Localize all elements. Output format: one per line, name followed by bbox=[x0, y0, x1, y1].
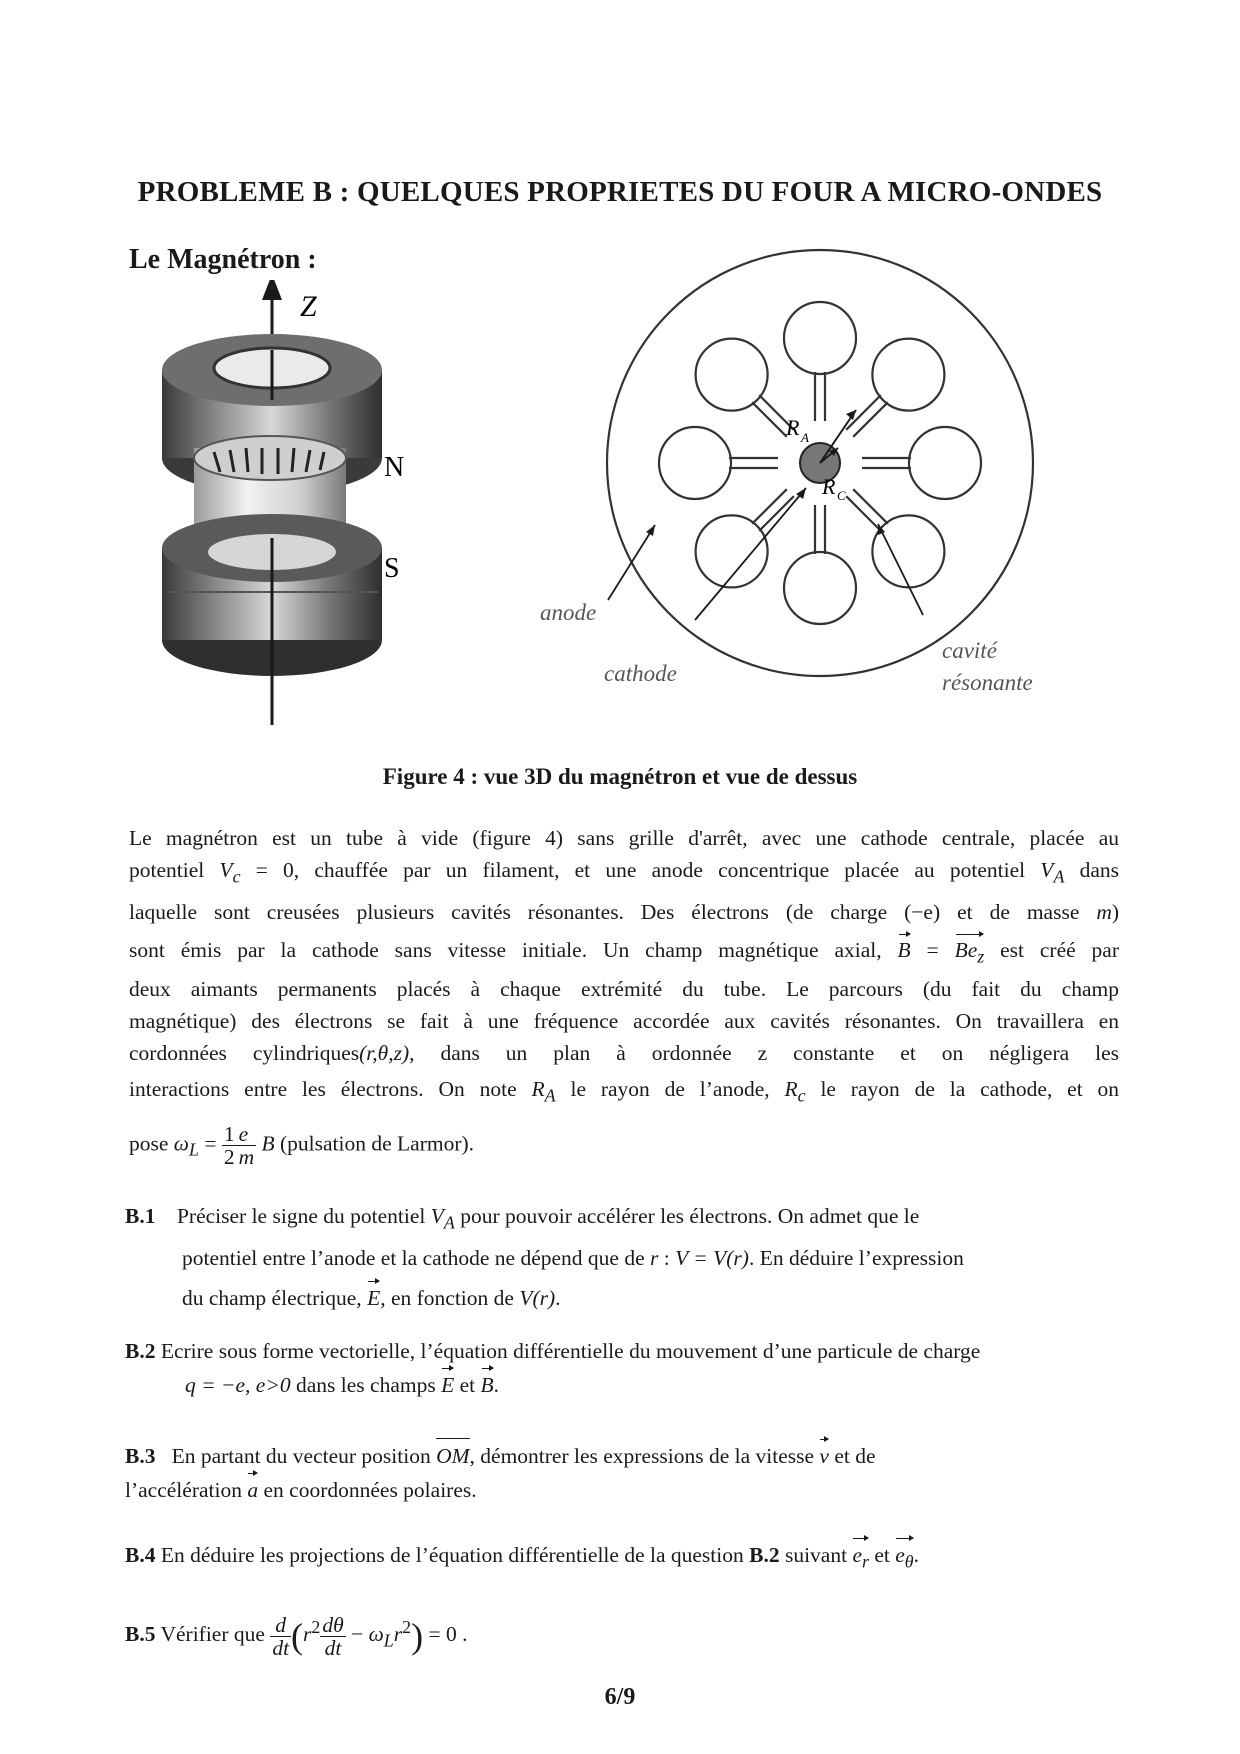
para-line-4: sont émis par la cathode sans vitesse initiale. Un champ magnétique axial, $B = Be_z$ est créé par bbox=[129, 934, 1119, 972]
anode-label: anode bbox=[540, 600, 597, 625]
para-line-5: deux aimants permanents placés à chaque extrémité du tube. Le parcours (du fait du champ bbox=[129, 976, 1119, 1001]
para-line-6: magnétique) des électrons se fait à une fréquence accordée aux cavités résonantes. On travaillera en bbox=[129, 1008, 1119, 1033]
cavity-label-line2: résonante bbox=[942, 670, 1033, 695]
magnetron-top-view-figure bbox=[520, 240, 1140, 730]
para-line-3: laquelle sont creusées plusieurs cavités résonantes. Des électrons (de charge (−e) et de masse m) bbox=[129, 900, 1120, 925]
cavity-circle bbox=[909, 427, 981, 499]
figure-caption: Figure 4 : vue 3D du magnétron et vue de dessus bbox=[382, 764, 858, 789]
question-b5: B.5 Vérifier que $\frac{d}{dt}$ ($r^2$ $\frac{d\theta}{dt}$ − $\omega_Lr^2) = 0$ . bbox=[125, 1612, 468, 1660]
cavity-circle bbox=[784, 302, 856, 374]
para-line-9: pose $\omega_L$ = $\frac{1}{2}$ $\frac{e}{m}$ B (pulsation de Larmor). bbox=[129, 1121, 475, 1169]
para-line-7: cordonnées cylindriques(r,θ,z), dans un plan à ordonnée z constante et on négligera les bbox=[129, 1040, 1119, 1065]
section-subtitle: Le Magnétron : bbox=[129, 244, 317, 275]
cavity-circle bbox=[784, 552, 856, 624]
magnetron-3d-figure bbox=[150, 280, 450, 730]
question-b4: B.4 En déduire les projections de l’équation différentielle de la question B.2 suivant $e_r$ et $e_\theta$. bbox=[125, 1538, 1121, 1578]
question-b2: B.2 Ecrire sous forme vectorielle, l’équation différentielle du mouvement d’une particule de charge q = −e, e>0 dans les champs E et B. bbox=[125, 1334, 1121, 1402]
z-axis-label: Z bbox=[300, 290, 317, 323]
intro-paragraph bbox=[129, 822, 1119, 1168]
cavity-circle bbox=[872, 515, 944, 587]
ra-sub-label: A bbox=[801, 430, 809, 445]
question-b3: B.3 En partant du vecteur position OM, démontrer les expressions de la vitesse v et de l’accélération a en coordonnées polaires. bbox=[125, 1438, 1121, 1507]
cavity-label-line1: cavité bbox=[942, 638, 997, 663]
rc-label: R bbox=[822, 474, 836, 499]
para-line-2: potentiel $V_c = 0$, chauffée par un filament, et une anode concentrique placée au potentiel $V_A$ dans bbox=[129, 858, 1119, 887]
cavity-circle bbox=[696, 339, 768, 411]
north-pole-label: N bbox=[384, 452, 405, 483]
cathode-label: cathode bbox=[604, 661, 677, 686]
cavity-circle bbox=[659, 427, 731, 499]
question-b1: B.1 Préciser le signe du potentiel $V_A$ pour pouvoir accélérer les électrons. On admet que le potentiel entre l’anode et la cathode ne dépend que de r : V = V(r). En déduire l’expression du champ électrique, E, en fonction de V(r). bbox=[125, 1199, 1121, 1315]
para-line-8: interactions entre les électrons. On note $R_A$ le rayon de l’anode, $R_c$ le rayon de la cathode, et on bbox=[129, 1076, 1120, 1105]
south-pole-label: S bbox=[384, 553, 400, 584]
z-axis-arrow-icon bbox=[262, 280, 282, 300]
para-line-1: Le magnétron est un tube à vide (figure 4) sans grille d'arrêt, avec une cathode centrale, placée au bbox=[129, 826, 1119, 850]
problem-title: PROBLEME B : QUELQUES PROPRIETES DU FOUR A MICRO-ONDES bbox=[137, 176, 1103, 208]
page-number: 6/9 bbox=[604, 1684, 636, 1710]
rc-sub-label: C bbox=[837, 488, 846, 503]
ra-label: R bbox=[786, 415, 800, 440]
cavity-circle bbox=[872, 339, 944, 411]
